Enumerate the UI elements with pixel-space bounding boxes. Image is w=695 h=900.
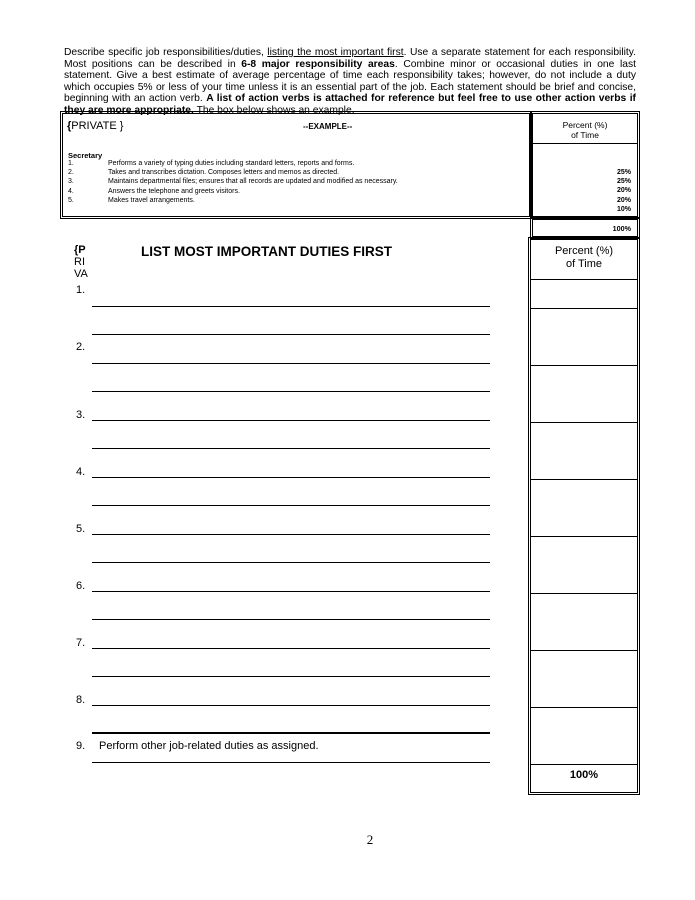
duty-number: 6.	[76, 580, 86, 592]
example-duty-number: 2.	[68, 169, 74, 177]
duty-number: 1.	[76, 284, 86, 296]
example-duty	[68, 159, 528, 168]
percent-header-line: of Time	[571, 130, 599, 140]
duty-line[interactable]	[92, 619, 490, 620]
divider	[531, 422, 637, 423]
percent-total: 100%	[569, 769, 599, 781]
job-title: Secretary	[68, 151, 103, 160]
divider	[531, 479, 637, 480]
duty-number: 7.	[76, 637, 86, 649]
instructions-text: Describe specific job responsibilities/duties,	[64, 47, 268, 58]
divider	[531, 279, 637, 280]
duty-line[interactable]	[92, 334, 490, 335]
example-percent: 20%	[616, 187, 631, 195]
percent-header-line: Percent (%)	[554, 245, 614, 257]
duty-line[interactable]	[92, 732, 490, 734]
example-duty-text: Maintains departmental files; ensures that all records are updated and modified as necessary.	[108, 178, 398, 186]
duty-line[interactable]	[92, 391, 490, 392]
divider	[531, 764, 637, 765]
example-duty	[68, 187, 528, 196]
duty-number: 9.	[76, 740, 86, 752]
duty-line[interactable]	[92, 306, 490, 307]
side-code-line: VA	[74, 268, 88, 278]
example-percent-values	[533, 168, 631, 214]
side-code	[74, 244, 88, 278]
duty-line[interactable]	[92, 505, 490, 506]
divider	[531, 308, 637, 309]
duty-line[interactable]	[92, 591, 490, 592]
example-duty	[68, 168, 528, 177]
example-label: --EXAMPLE--	[303, 122, 353, 131]
page-number: 2	[366, 832, 374, 847]
example-duty-list	[68, 159, 528, 205]
duty-line[interactable]	[92, 420, 490, 421]
example-percent-header	[533, 120, 637, 140]
duty-line[interactable]	[92, 562, 490, 563]
duty-line[interactable]	[92, 705, 490, 706]
example-duty	[68, 196, 528, 205]
divider	[532, 143, 638, 144]
divider	[531, 593, 637, 594]
instructions-text: . Combine minor or occasional duties in one last statement. Give a best estimate of average percentage of time each responsibility takes; however, do not include a duty which occupies 5% or less of your time unless it is an essential part of the job. Each statement should be brief and concise, beginning with an action verb.	[64, 58, 636, 105]
example-percent: 20%	[616, 196, 631, 204]
example-total: 100%	[612, 224, 631, 233]
duty-number: 3.	[76, 409, 86, 421]
private-label: {PRIVATE }	[67, 120, 124, 132]
duty-9-text: Perform other job-related duties as assigned.	[99, 740, 319, 752]
duty-line[interactable]	[92, 363, 490, 364]
instructions-bold: 6-8 major responsibility areas	[241, 58, 395, 70]
instructions-bold: A list of action verbs is attached for reference but feel free to use other action verbs if they are more appropriate.	[64, 93, 636, 116]
duty-line[interactable]	[92, 534, 490, 535]
example-duty	[68, 177, 528, 186]
example-duty-number: 1.	[68, 160, 74, 167]
percent-header	[531, 245, 637, 271]
duty-number: 4.	[76, 466, 86, 478]
divider	[531, 365, 637, 366]
duty-line[interactable]	[92, 477, 490, 478]
example-duty-text: Makes travel arrangements.	[108, 196, 195, 204]
list-title: LIST MOST IMPORTANT DUTIES FIRST	[141, 244, 392, 259]
side-code-line: RI	[74, 256, 85, 268]
duty-line[interactable]	[92, 676, 490, 677]
example-duty-text: Performs a variety of typing duties including standard letters, reports and forms.	[108, 160, 355, 167]
example-duty-text: Takes and transcribes dictation. Composes letters and memos as directed.	[108, 169, 340, 177]
duty-line[interactable]	[92, 448, 490, 449]
duty-number: 5.	[76, 523, 86, 535]
example-duty-number: 3.	[68, 178, 74, 186]
example-duty-number: 4.	[68, 187, 74, 195]
example-percent: 10%	[616, 205, 631, 213]
example-percent: 25%	[616, 178, 631, 186]
duty-number: 8.	[76, 694, 86, 706]
example-duty-text: Answers the telephone and greets visitors.	[108, 187, 240, 195]
duty-line[interactable]	[92, 762, 490, 763]
example-percent-column	[532, 113, 638, 217]
percent-header-line: Percent (%)	[562, 120, 608, 130]
example-duty-number: 5.	[68, 196, 74, 204]
example-box	[62, 113, 530, 217]
percent-column	[530, 239, 638, 793]
instructions-text: The box below shows an example.	[193, 104, 355, 116]
divider	[531, 536, 637, 537]
example-percent: 25%	[616, 169, 631, 176]
divider	[531, 650, 637, 651]
instructions-underlined: listing the most important first	[267, 47, 404, 58]
duty-number: 2.	[76, 341, 86, 353]
example-total-box	[532, 219, 638, 237]
percent-header-line: of Time	[565, 258, 603, 270]
duty-line[interactable]	[92, 648, 490, 649]
instructions-text: . Use a separate statement for each responsibility. Most positions can be described in	[64, 47, 637, 70]
divider	[531, 707, 637, 708]
instructions-paragraph	[64, 47, 636, 117]
side-code-line: {P	[74, 244, 86, 256]
